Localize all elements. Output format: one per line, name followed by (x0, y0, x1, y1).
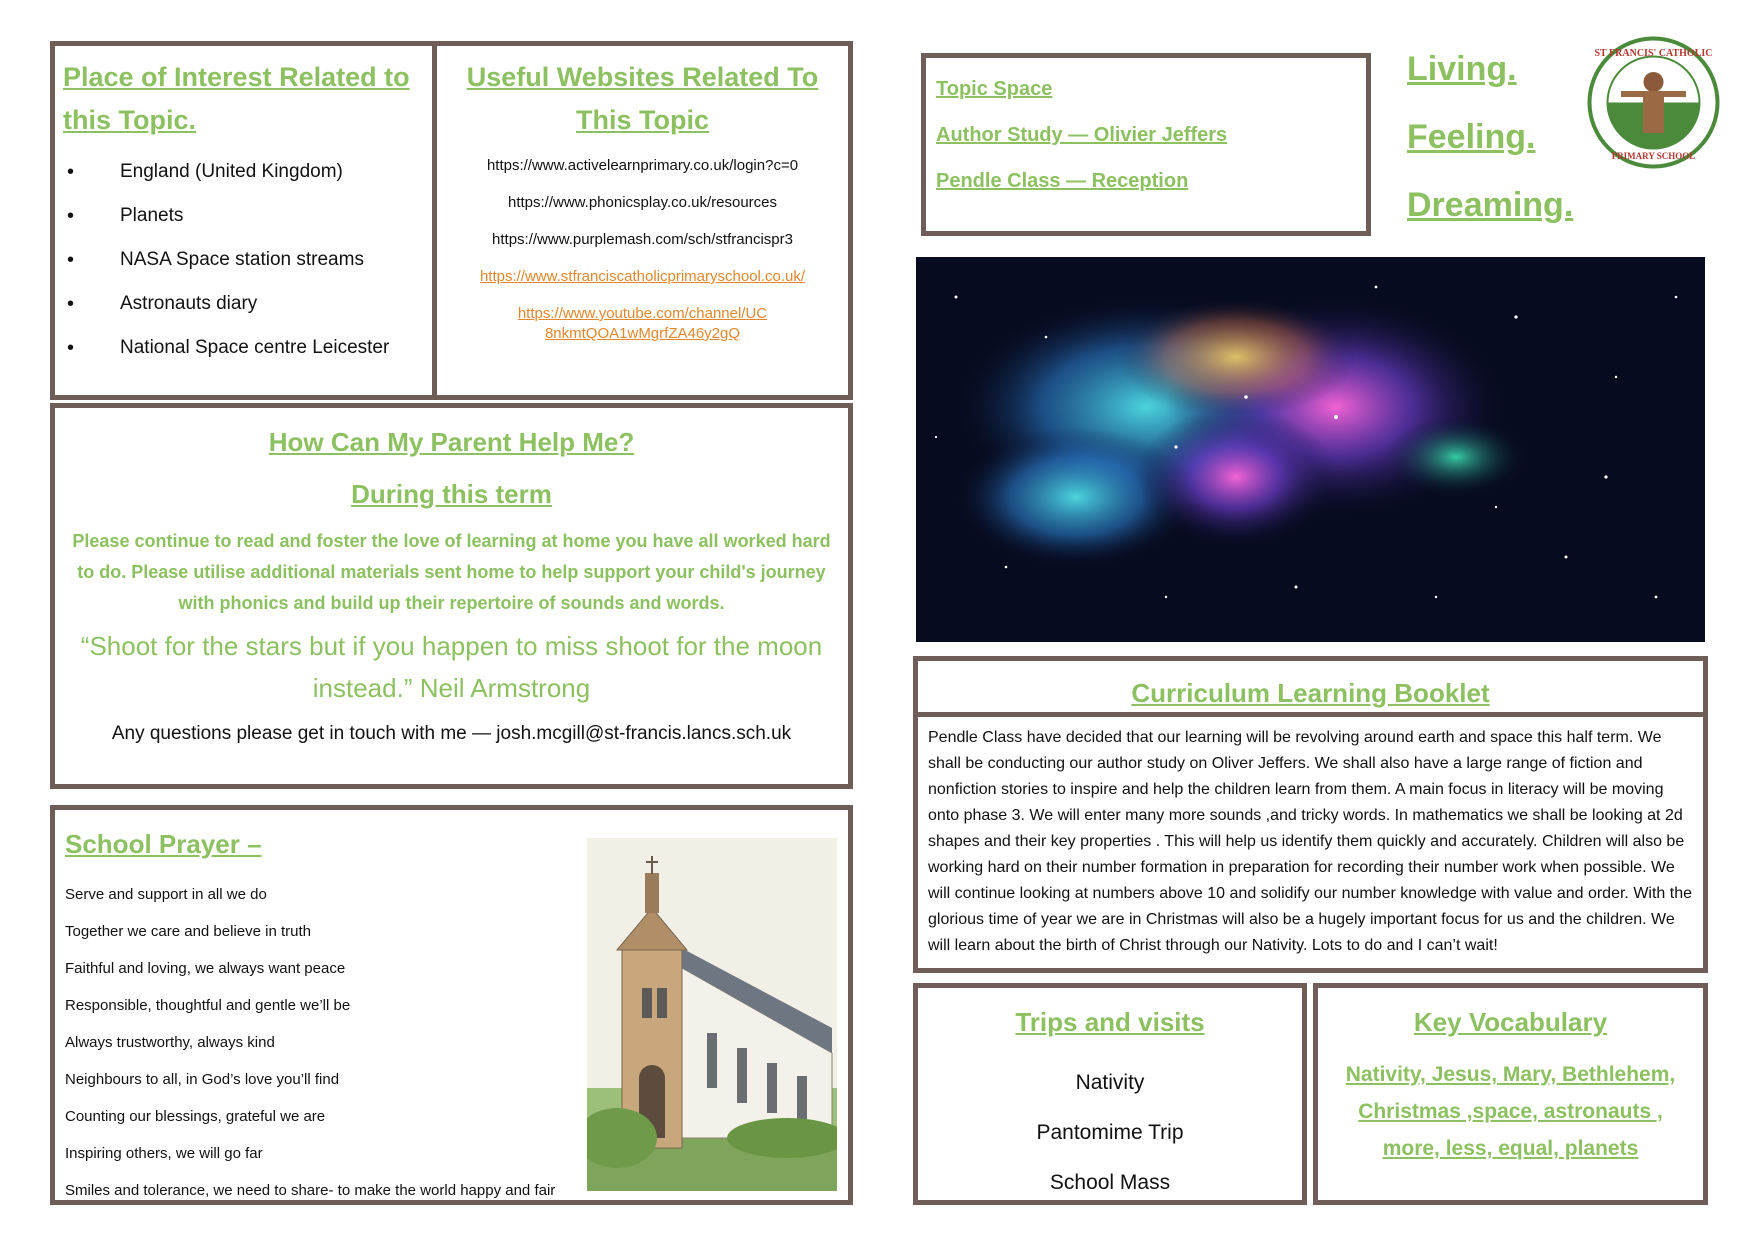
website-url: https://www.purplemash.com/sch/stfrancispr3 (492, 231, 793, 248)
logo-text-top: ST FRANCIS' CATHOLIC (1594, 48, 1713, 59)
parent-help-panel (50, 403, 853, 789)
trip-item: Nativity (1075, 1071, 1145, 1094)
parent-body-text: Please continue to read and foster the love of learning at home you have all worked hard to do. Please utilise additional materials sent home to help support your child's journey with phonics and build up their repertoire of sounds and words. (72, 531, 831, 613)
motto-feeling: Feeling. (1407, 118, 1536, 156)
parent-heading: How Can My Parent Help Me? (268, 427, 635, 457)
trip-item: School Mass (1049, 1171, 1171, 1194)
school-logo (1587, 36, 1720, 169)
curriculum-text-panel (913, 712, 1708, 973)
curriculum-text: Pendle Class have decided that our learning will be revolving around earth and space this half term. We shall be conducting our author study on Oliver Jeffers. We shall also have a large range of fiction and nonfiction stories to inspire and help the children learn from them. A main focus in literacy will be moving onto phase 3. We will enter many more sounds ,and tricky words. In mathematics we shall be looking at 2d shapes and their key properties . This will help us identify them quickly and accurately. Children will also be working hard on their number formation in preparation for recording their number work when possible. We will continue looking at numbers above 10 and solidify our number knowledge with value and order. With the glorious time of year we are in Christmas will also be a hugely important focus for us and the children. We will learn about the birth of Christ through our Nativity. Lots to do and I can’t wait! (928, 729, 1692, 954)
prayer-line: Serve and support in all we do (65, 886, 267, 903)
vocab-line: Christmas ,space, astronauts , (1358, 1100, 1663, 1123)
prayer-line: Faithful and loving, we always want peace (65, 960, 346, 977)
list-item: • NASA Space station streams (63, 238, 424, 282)
class-line: Pendle Class — Reception (936, 170, 1189, 192)
list-item: • England (United Kingdom) (63, 150, 424, 194)
topic-info-panel (921, 53, 1371, 236)
prayer-line: Always trustworthy, always kind (65, 1034, 275, 1051)
prayer-line: Responsible, thoughtful and gentle we’ll be (65, 997, 351, 1014)
motto-living: Living. (1407, 50, 1517, 88)
trip-item: Pantomime Trip (1036, 1121, 1184, 1144)
curriculum-heading: Curriculum Learning Booklet (1131, 678, 1490, 708)
key-vocabulary-panel (1313, 983, 1708, 1205)
websites-heading: Useful Websites Related To This Topic (466, 62, 819, 135)
youtube-channel-link[interactable]: https://www.youtube.com/channel/UC8nkmtQOA1wMgrfZA46y2gQ (517, 305, 768, 342)
motto-dreaming: Dreaming. (1407, 186, 1574, 224)
places-of-interest-panel (50, 41, 437, 400)
logo-text-bottom: PRIMARY SCHOOL (1611, 151, 1696, 161)
prayer-line: Inspiring others, we will go far (65, 1145, 263, 1162)
prayer-heading: School Prayer – (65, 829, 262, 859)
vocab-heading: Key Vocabulary (1413, 1007, 1608, 1037)
list-item: • National Space centre Leicester (63, 326, 424, 370)
places-heading: Place of Interest Related to this Topic. (63, 62, 410, 135)
space-nebula-image (916, 257, 1705, 642)
website-url: https://www.activelearnprimary.co.uk/login?c=0 (486, 157, 799, 174)
author-study-line: Author Study — Olivier Jeffers (936, 124, 1228, 146)
places-list (63, 150, 424, 370)
parent-subheading: During this term (351, 479, 552, 509)
useful-websites-panel (432, 41, 853, 400)
topic-line: Topic Space (936, 78, 1053, 100)
quote-text: “Shoot for the stars but if you happen to miss shoot for the moon instead.” Neil Armstrong (80, 631, 823, 703)
trips-heading: Trips and visits (1015, 1007, 1205, 1037)
prayer-line: Counting our blessings, grateful we are (65, 1108, 326, 1125)
vocab-line: Nativity, Jesus, Mary, Bethlehem, (1345, 1063, 1676, 1086)
trips-panel (913, 983, 1307, 1205)
prayer-line: Together we care and believe in truth (65, 923, 311, 940)
school-website-link[interactable]: https://www.stfranciscatholicprimaryschool.co.uk/ (479, 268, 806, 285)
prayer-line: Smiles and tolerance, we need to share- to make the world happy and fair (65, 1182, 556, 1199)
contact-text: Any questions please get in touch with me — josh.mcgill@st-francis.lancs.sch.uk (111, 723, 792, 744)
prayer-line: Neighbours to all, in God’s love you’ll find (65, 1071, 340, 1088)
list-item: • Astronauts diary (63, 282, 424, 326)
school-prayer-panel (50, 805, 853, 1205)
vocab-line: more, less, equal, planets (1382, 1137, 1639, 1160)
website-url: https://www.phonicsplay.co.uk/resources (507, 194, 777, 211)
church-illustration (587, 838, 837, 1191)
list-item: • Planets (63, 194, 424, 238)
